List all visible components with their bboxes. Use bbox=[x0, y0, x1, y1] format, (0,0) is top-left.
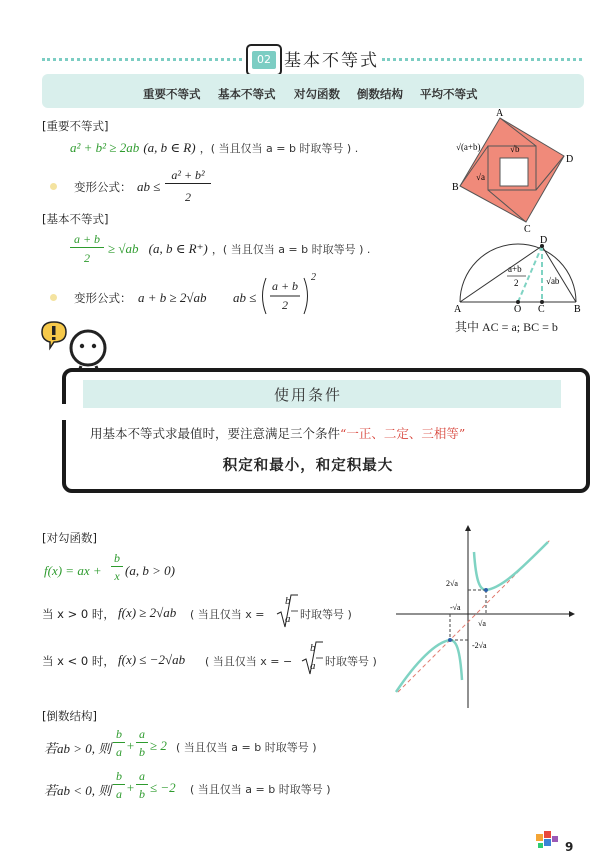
topic-item: 倒数结构 bbox=[357, 87, 403, 101]
recip-frac1-num: b bbox=[113, 727, 125, 743]
semi-label-b: B bbox=[574, 304, 581, 314]
section-title: 基本不等式 bbox=[284, 51, 379, 71]
hook-func-lhs: f(x) = ax + bbox=[44, 563, 102, 578]
important-heading: [重要不等式] bbox=[42, 119, 109, 133]
semi-sqrt-ab: √ab bbox=[546, 276, 560, 286]
condition-text bbox=[90, 424, 465, 442]
recip-frac1-num: b bbox=[113, 769, 125, 785]
recip-frac2-den: b bbox=[139, 787, 145, 801]
hook-graph bbox=[392, 522, 582, 712]
basic-deform2-num: a + b bbox=[271, 279, 299, 293]
recip-frac2-den: b bbox=[139, 745, 145, 759]
hook-heading: [对勾函数] bbox=[42, 531, 97, 545]
header-dots-right bbox=[382, 58, 582, 61]
hook-pos-ineq: f(x) ≥ 2√ab bbox=[118, 605, 177, 620]
hook-neg-note-pre: ( 当且仅当 x = − bbox=[205, 655, 293, 668]
logo-icon bbox=[534, 830, 560, 852]
square-label-c: C bbox=[524, 224, 531, 234]
hook-pos-label: 当 x > 0 时， bbox=[42, 607, 115, 621]
basic-note: ，( 当且仅当 a = b 时取等号 ) . bbox=[211, 243, 371, 256]
topic-item: 基本不等式 bbox=[218, 87, 276, 101]
hook-neg-sqrt-num: b bbox=[310, 642, 316, 654]
basic-cond: (a, b ∈ R⁺) bbox=[148, 241, 208, 256]
square-sqrt-a: √a bbox=[476, 172, 485, 182]
semi-label-o: O bbox=[514, 304, 522, 314]
recip-line1-note: ( 当且仅当 a = b 时取等号 ) bbox=[176, 741, 317, 754]
recip-plus: + bbox=[126, 738, 135, 753]
bullet bbox=[50, 183, 57, 190]
semi-label-c: C bbox=[538, 304, 545, 314]
topic-item: 对勾函数 bbox=[294, 87, 340, 101]
important-formula-note: ，( 当且仅当 a = b 时取等号 ) . bbox=[199, 142, 359, 155]
hook-pos-sqrt-den: a bbox=[285, 613, 291, 625]
hook-neg-note-post: 时取等号 ) bbox=[325, 655, 377, 668]
topic-item: 平均不等式 bbox=[420, 87, 478, 101]
important-formula-line bbox=[70, 140, 358, 156]
hook-y-tick-top: 2√a bbox=[446, 579, 458, 588]
basic-deform2-exp: 2 bbox=[311, 272, 316, 283]
basic-rhs: ≥ √ab bbox=[108, 241, 139, 256]
page-number: 9 bbox=[565, 840, 574, 854]
section-number-box bbox=[246, 44, 282, 76]
semicircle-caption: 其中 AC = a; BC = b bbox=[455, 320, 558, 334]
basic-frac-den: 2 bbox=[84, 251, 90, 265]
header-dots-left bbox=[42, 58, 242, 61]
semi-label-a: A bbox=[454, 304, 462, 314]
square-label-b: B bbox=[452, 182, 459, 193]
basic-deform2-den: 2 bbox=[282, 298, 288, 312]
semicircle-figure bbox=[448, 232, 588, 314]
semi-frac-den: 2 bbox=[514, 278, 519, 288]
basic-deform1: a + b ≥ 2√ab bbox=[138, 290, 207, 305]
semi-frac-num: a+b bbox=[508, 264, 522, 274]
recip-frac2-num: a bbox=[136, 769, 148, 785]
important-deform-num: a² + b² bbox=[165, 168, 211, 184]
square-figure bbox=[448, 108, 588, 234]
frame-gap bbox=[572, 412, 586, 428]
hook-neg-sqrt-den: a bbox=[310, 660, 316, 672]
important-formula: a² + b² ≥ 2ab bbox=[70, 140, 140, 155]
recip-line2-note: ( 当且仅当 a = b 时取等号 ) bbox=[190, 783, 331, 796]
recip-frac1-den: a bbox=[116, 787, 122, 801]
hook-func-den: x bbox=[114, 569, 120, 583]
basic-deform-label: 变形公式： bbox=[74, 291, 132, 305]
basic-deform2-lhs: ab ≤ bbox=[233, 290, 257, 305]
important-deform-den: 2 bbox=[185, 190, 191, 204]
basic-formula-line bbox=[108, 241, 370, 257]
hook-neg-label: 当 x < 0 时， bbox=[42, 654, 115, 668]
hook-neg-ineq: f(x) ≤ −2√ab bbox=[118, 652, 186, 667]
hook-x-tick-pos: √a bbox=[478, 619, 486, 628]
condition-bold-line: 积定和最小，和定积最大 bbox=[222, 457, 394, 474]
hook-y-tick-low: -2√a bbox=[472, 641, 487, 650]
recip-heading: [倒数结构] bbox=[42, 709, 97, 723]
recip-frac2-num: a bbox=[136, 727, 148, 743]
square-sqrt-b: √b bbox=[510, 144, 520, 154]
basic-heading: [基本不等式] bbox=[42, 212, 109, 226]
important-deform-label: 变形公式： bbox=[74, 180, 132, 194]
recip-line1-pre: 若ab > 0, 则 bbox=[44, 741, 112, 756]
topic-item: 重要不等式 bbox=[143, 87, 201, 101]
bullet bbox=[50, 294, 57, 301]
important-deform-lhs: ab ≤ bbox=[137, 179, 161, 194]
recip-line2-pre: 若ab < 0, 则 bbox=[44, 783, 112, 798]
recip-line1-rhs: ≥ 2 bbox=[150, 738, 167, 753]
hook-func-num: b bbox=[111, 551, 123, 567]
hook-pos-note-pre: ( 当且仅当 x = bbox=[190, 608, 265, 621]
recip-plus: + bbox=[126, 780, 135, 795]
hook-func-cond: (a, b > 0) bbox=[125, 563, 175, 578]
frame-gap bbox=[58, 404, 70, 420]
condition-title: 使用条件 bbox=[273, 386, 342, 404]
section-number: 02 bbox=[252, 51, 276, 69]
square-sqrt-outer: √(a+b) bbox=[456, 142, 481, 152]
semi-label-d: D bbox=[540, 235, 548, 246]
square-label-a: A bbox=[496, 108, 504, 119]
hook-y-tick-mid: -√a bbox=[450, 603, 461, 612]
hook-pos-sqrt-num: b bbox=[285, 595, 291, 607]
condition-text-prefix: 用基本不等式求最值时，要注意满足三个条件 bbox=[90, 426, 341, 441]
basic-frac-num: a + b bbox=[70, 232, 104, 248]
condition-text-highlight: “一正、二定、三相等” bbox=[340, 426, 466, 441]
hook-pos-note-post: 时取等号 ) bbox=[300, 608, 352, 621]
recip-frac1-den: a bbox=[116, 745, 122, 759]
important-formula-cond: (a, b ∈ R) bbox=[143, 140, 196, 155]
square-label-d: D bbox=[566, 154, 574, 165]
recip-line2-rhs: ≤ −2 bbox=[150, 780, 176, 795]
